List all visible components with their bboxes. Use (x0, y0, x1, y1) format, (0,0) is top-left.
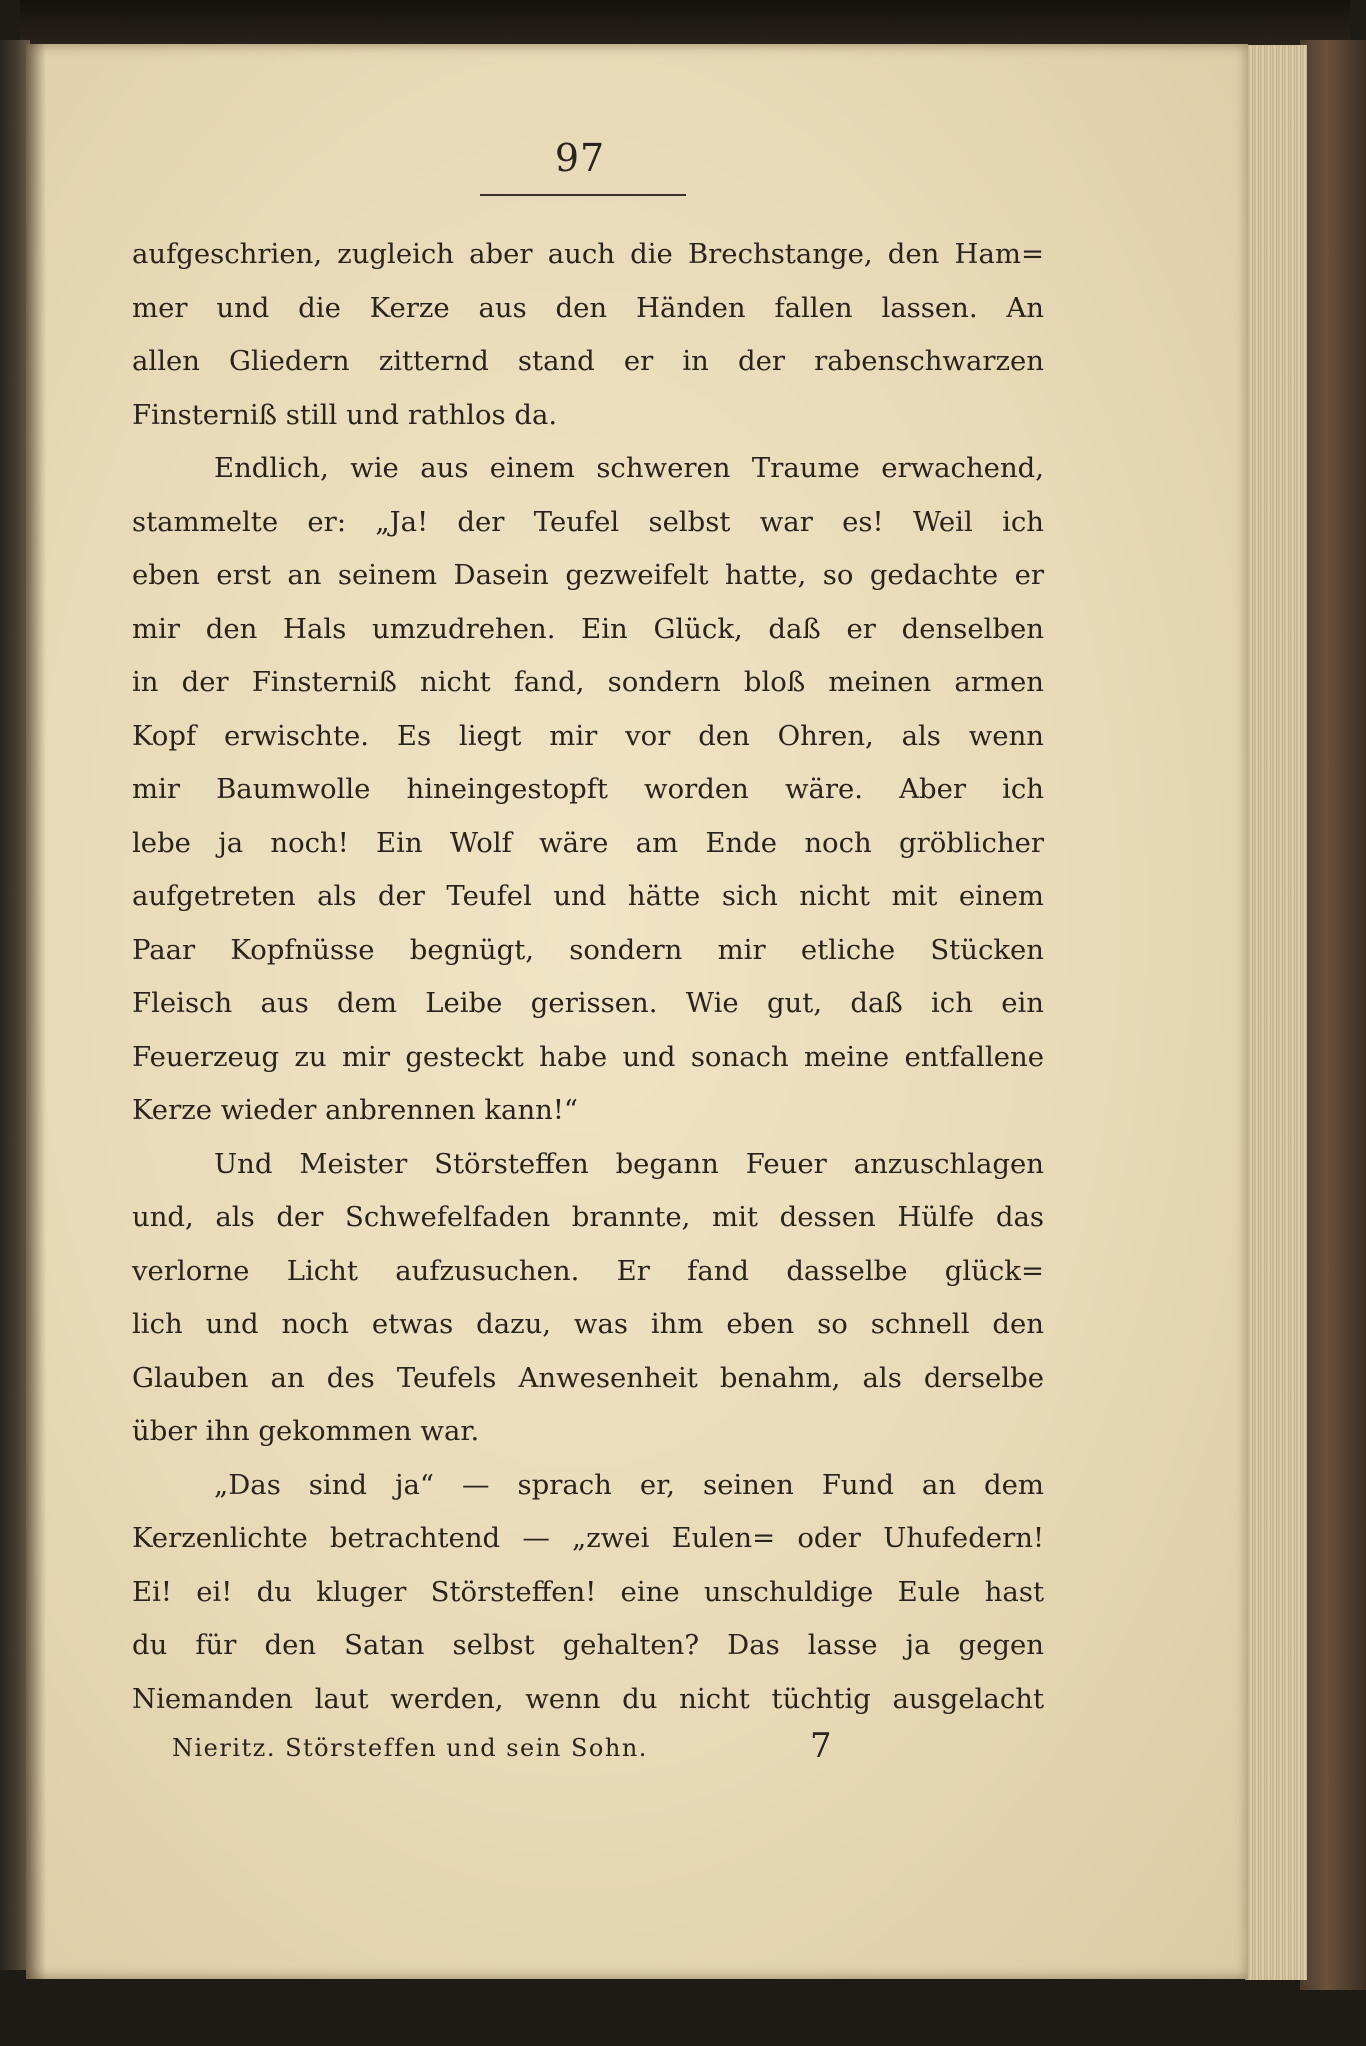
text-line: über ihn gekommen war. (132, 1415, 480, 1447)
text-line: lich und noch etwas dazu, was ihm eben so schnell den (132, 1308, 1044, 1340)
text-line: mir den Hals umzudrehen. Ein Glück, daß er denselben (132, 612, 1044, 645)
text-line: Kopf erwischte. Es liegt mir vor den Ohren, als wenn (132, 719, 1044, 752)
text-line: Feuerzeug zu mir gesteckt habe und sonach meine entfallene (132, 1040, 1044, 1073)
text-line: eben erst an seinem Dasein gezweifelt hatte, so gedachte er (132, 559, 1044, 591)
text-line: „Das sind ja“ — sprach er, seinen Fund an dem (214, 1468, 1044, 1501)
header-rule (480, 194, 686, 196)
scan-top-shadow (20, 0, 1350, 50)
text-line: mir Baumwolle hineingestopft worden wäre. Aber ich (132, 773, 1044, 805)
text-line: Und Meister Störsteffen begann Feuer anzuschlagen (214, 1147, 1044, 1180)
text-line: Fleisch aus dem Leibe gerissen. Wie gut, daß ich ein (132, 987, 1044, 1019)
text-line: verlorne Licht aufzusuchen. Er fand dasselbe glück= (132, 1254, 1044, 1287)
text-line: Niemanden laut werden, wenn du nicht tüchtig ausgelacht (132, 1682, 1044, 1715)
page-number: 97 (554, 136, 606, 180)
text-line: aufgetreten als der Teufel und hätte sich nicht mit einem (132, 880, 1044, 912)
body-text (132, 228, 1044, 1726)
text-line: lebe ja noch! Ein Wolf wäre am Ende noch gröblicher (132, 826, 1044, 859)
text-line: allen Gliedern zitternd stand er in der rabenschwarzen (132, 345, 1044, 377)
text-line: Kerze wieder anbrennen kann!“ (132, 1094, 578, 1126)
text-line: und, als der Schwefelfaden brannte, mit dessen Hülfe das (132, 1201, 1044, 1233)
printer-signature-mark: 7 (810, 1726, 832, 1766)
text-line: Glauben an des Teufels Anwesenheit benahm, als derselbe (132, 1361, 1044, 1394)
text-line: Endlich, wie aus einem schweren Traume erwachend, (214, 452, 1044, 484)
text-line: stammelte er: „Ja! der Teufel selbst war es! Weil ich (132, 505, 1044, 538)
text-line: aufgeschrien, zugleich aber auch die Brechstange, den Ham= (132, 238, 1044, 270)
footer-signature-line: Nieritz. Störsteffen und sein Sohn. (172, 1734, 648, 1762)
text-line: du für den Satan selbst gehalten? Das lasse ja gegen (132, 1629, 1044, 1661)
page-gutter-shadow (26, 44, 46, 1979)
page-footer (172, 1726, 892, 1772)
text-line: Paar Kopfnüsse begnügt, sondern mir etliche Stücken (132, 933, 1044, 966)
text-line: Ei! ei! du kluger Störsteffen! eine unschuldige Eule hast (132, 1575, 1044, 1608)
text-line: Kerzenlichte betrachtend — „zwei Eulen= oder Uhufedern! (132, 1522, 1044, 1554)
page-edges (1245, 45, 1307, 1980)
book-cover-edge (1300, 40, 1366, 1990)
text-line: in der Finsterniß nicht fand, sondern bloß meinen armen (132, 666, 1044, 698)
text-line: Finsterniß still und rathlos da. (132, 398, 558, 431)
text-line: mer und die Kerze aus den Händen fallen lassen. An (132, 291, 1044, 324)
